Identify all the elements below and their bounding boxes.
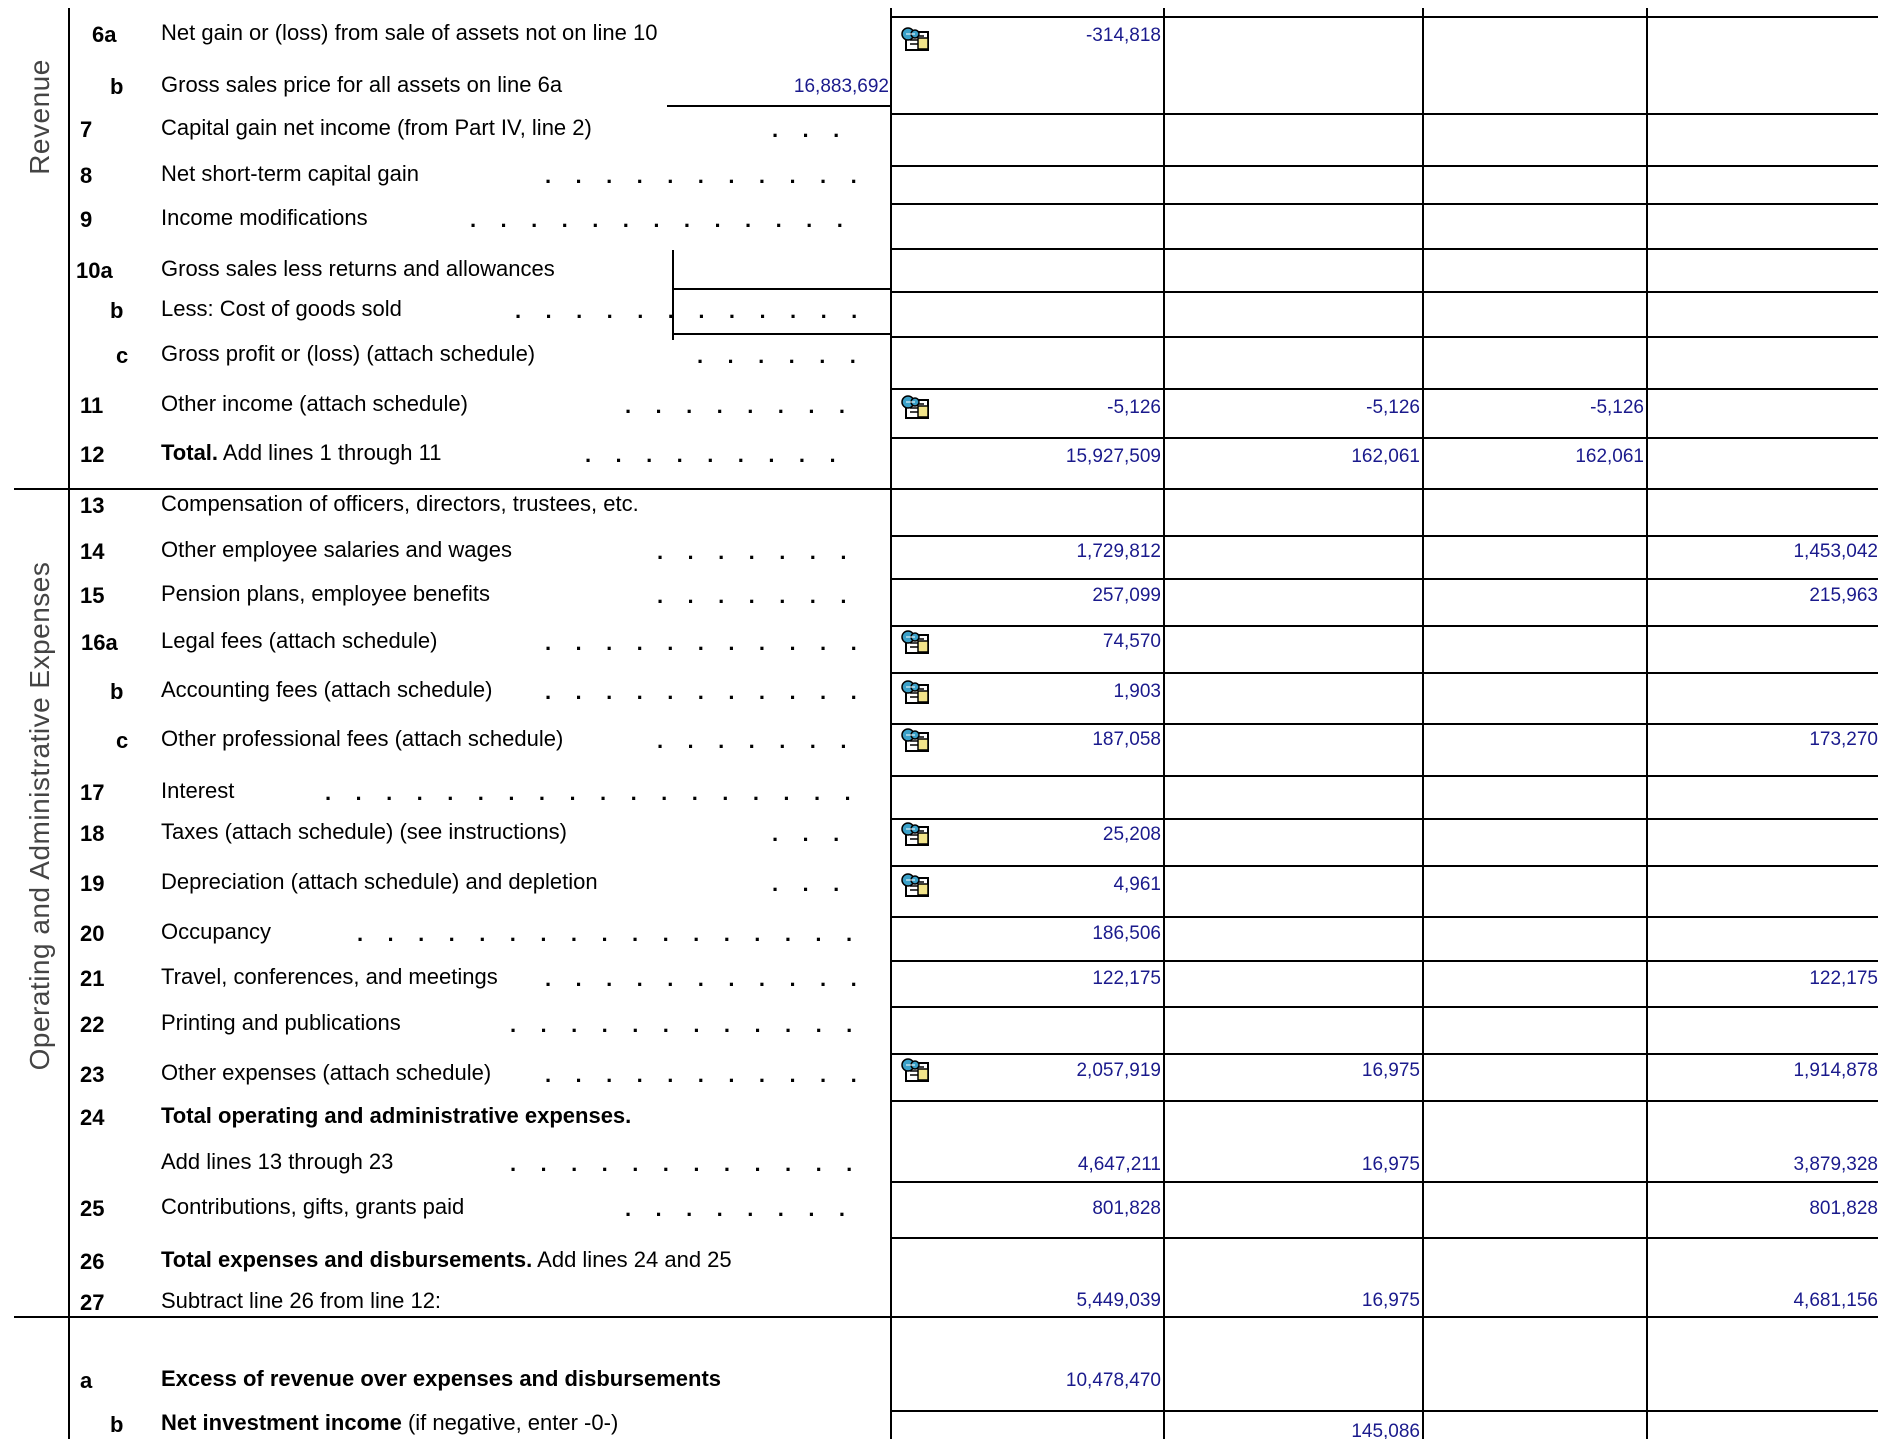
grid-hline	[890, 1100, 1878, 1102]
line-number: b	[110, 1412, 124, 1437]
line-description-bold: Total operating and administrative expenses.	[161, 1103, 632, 1128]
line-description	[161, 20, 657, 46]
line-number: 19	[80, 871, 105, 896]
line-description-text: Other expenses (attach schedule)	[161, 1060, 492, 1085]
amount-col-a: 122,175	[1092, 968, 1161, 989]
line-description-text: Interest	[161, 778, 235, 803]
amount-col-a: 5,449,039	[1076, 1290, 1161, 1311]
grid-hline	[890, 203, 1878, 205]
underline-6b	[667, 105, 890, 107]
line-description-text: Pension plans, employee benefits	[161, 581, 490, 606]
section-label-expenses: Operating and Administrative Expenses	[24, 561, 55, 1071]
attachment-icon[interactable]	[900, 821, 936, 849]
line-description	[161, 819, 567, 845]
line-description-bold: Total expenses and disbursements.	[161, 1247, 533, 1272]
leader-dots: . . . . . . .	[657, 583, 847, 608]
amount-col-d: 3,879,328	[1793, 1154, 1878, 1175]
line-description-text: Gross sales less returns and allowances	[161, 256, 555, 281]
leader-dots: . . . . . . . . . . .	[545, 630, 857, 655]
line-description-text: (if negative, enter -0-)	[401, 1410, 619, 1435]
grid-hline	[890, 437, 1878, 439]
leader-dots: . . . . . . . . . . .	[545, 966, 857, 991]
grid-hline	[890, 291, 1878, 293]
line-description	[161, 1410, 618, 1436]
grid-hline	[890, 775, 1878, 777]
line-description-text: Travel, conferences, and meetings	[161, 964, 498, 989]
line-description	[161, 72, 562, 98]
grid-hline	[890, 916, 1878, 918]
amount-col-b: 162,061	[1351, 446, 1420, 467]
line-description-text: Other income (attach schedule)	[161, 391, 468, 416]
attachment-icon[interactable]	[900, 679, 936, 707]
line-description	[161, 869, 598, 895]
line-description-text: Other employee salaries and wages	[161, 537, 512, 562]
amount-col-a: 15,927,509	[1065, 446, 1161, 467]
grid-hline	[890, 113, 1878, 115]
amount-col-a: 1,729,812	[1076, 541, 1161, 562]
grid-hline	[14, 1316, 1878, 1318]
grid-hline	[890, 578, 1878, 580]
line-number: 8	[80, 163, 93, 188]
line-description-text: Capital gain net income (from Part IV, line 2)	[161, 115, 592, 140]
grid-hline	[14, 488, 1878, 490]
line-number: 25	[80, 1196, 105, 1221]
line-description-text: Add lines 24 and 25	[532, 1247, 732, 1272]
line-number: 27	[80, 1290, 105, 1315]
line-description-text: Occupancy	[161, 919, 272, 944]
line-description-text: Accounting fees (attach schedule)	[161, 677, 493, 702]
amount-col-a: 4,961	[1113, 874, 1161, 895]
line-number: 22	[80, 1012, 105, 1037]
box-10-left	[672, 250, 674, 340]
leader-dots: . . . . . . . . . . .	[545, 163, 857, 188]
attachment-icon[interactable]	[900, 872, 936, 900]
amount-col-a: 25,208	[1102, 824, 1161, 845]
amount-col-d: 173,270	[1809, 729, 1878, 750]
attachment-icon[interactable]	[900, 727, 936, 755]
line-description	[161, 581, 490, 607]
line-number: 11	[80, 393, 104, 418]
line-number: 23	[80, 1062, 105, 1087]
box-10b-bottom	[672, 333, 890, 335]
leader-dots: . . . . . . . . . . . . .	[470, 207, 843, 232]
line-number: b	[110, 74, 124, 99]
line-description	[161, 778, 234, 804]
line-description	[161, 1247, 732, 1273]
line-description	[161, 628, 437, 654]
amount-col-b: -5,126	[1366, 397, 1420, 418]
leader-dots: . . . . . . . . . . . .	[515, 298, 858, 323]
amount-col-a: -314,818	[1085, 25, 1161, 46]
line-number: c	[116, 343, 129, 368]
line-description	[161, 1149, 393, 1175]
grid-hline	[890, 165, 1878, 167]
line-description-text: Legal fees (attach schedule)	[161, 628, 438, 653]
inline-value: 16,883,692	[793, 76, 889, 97]
grid-hline	[890, 672, 1878, 674]
amount-col-c: 162,061	[1575, 446, 1644, 467]
line-number: 26	[80, 1249, 105, 1274]
grid-hline	[890, 248, 1878, 250]
leader-dots: . . .	[772, 117, 840, 142]
grid-vline	[68, 8, 70, 1439]
leader-dots: . . . . . . . . . . . .	[510, 1151, 853, 1176]
line-description	[161, 1103, 631, 1129]
line-number: 15	[80, 583, 105, 608]
amount-col-d: 122,175	[1809, 968, 1878, 989]
line-number: 9	[80, 207, 93, 232]
amount-col-d: 4,681,156	[1793, 1290, 1878, 1311]
grid-hline	[890, 336, 1878, 338]
line-description-text: Gross profit or (loss) (attach schedule)	[161, 341, 536, 366]
line-description-text: Printing and publications	[161, 1010, 401, 1035]
line-description-text: Add lines 13 through 23	[161, 1149, 394, 1174]
line-description-text: Taxes (attach schedule) (see instructions)	[161, 819, 567, 844]
line-description	[161, 1288, 441, 1314]
line-description	[161, 1194, 464, 1220]
attachment-icon[interactable]	[900, 629, 936, 657]
line-number: 17	[80, 780, 105, 805]
line-number: 24	[80, 1105, 105, 1130]
amount-col-b: 16,975	[1361, 1154, 1420, 1175]
box-10c-left	[890, 340, 892, 388]
amount-col-a: 74,570	[1102, 631, 1161, 652]
amount-col-b: 145,086	[1351, 1421, 1420, 1439]
line-number: 6a	[92, 22, 117, 47]
line-description	[161, 296, 402, 322]
line-description-text: Gross sales price for all assets on line 6a	[161, 72, 563, 97]
line-description	[161, 256, 555, 282]
line-number: 18	[80, 821, 105, 846]
leader-dots: . . . . . . . . . . . .	[510, 1012, 853, 1037]
line-number: 20	[80, 921, 105, 946]
line-number: 16a	[81, 630, 118, 655]
line-description-text: Other professional fees (attach schedule)	[161, 726, 564, 751]
grid-hline	[890, 960, 1878, 962]
grid-hline	[890, 388, 1878, 390]
amount-col-a: 186,506	[1092, 923, 1161, 944]
line-description-text: Net gain or (loss) from sale of assets not on line 10	[161, 20, 658, 45]
amount-col-a: 801,828	[1092, 1198, 1161, 1219]
attachment-icon[interactable]	[900, 26, 936, 54]
amount-col-c: -5,126	[1590, 397, 1644, 418]
line-number: 13	[80, 493, 105, 518]
grid-hline	[890, 1181, 1878, 1183]
line-number: 14	[80, 539, 105, 564]
attachment-icon[interactable]	[900, 394, 936, 422]
grid-hline	[890, 818, 1878, 820]
line-description-bold: Net investment income	[161, 1410, 402, 1435]
attachment-icon[interactable]	[900, 1057, 936, 1085]
line-number: 21	[80, 966, 105, 991]
line-description-bold: Total.	[161, 440, 219, 465]
amount-col-a: 257,099	[1092, 585, 1161, 606]
line-number: 7	[80, 117, 93, 142]
line-description	[161, 537, 512, 563]
grid-hline	[890, 1410, 1878, 1412]
leader-dots: . . . . . . . . . . . . . . . . .	[357, 921, 853, 946]
grid-hline	[890, 1053, 1878, 1055]
grid-hline	[890, 625, 1878, 627]
box-10a-bottom	[672, 288, 890, 290]
grid-hline	[890, 16, 1878, 18]
section-label-revenue: Revenue	[24, 59, 55, 175]
line-description-text: Income modifications	[161, 205, 368, 230]
line-description	[161, 1060, 491, 1086]
leader-dots: . . . . . . . .	[625, 1196, 846, 1221]
leader-dots: . . .	[772, 871, 840, 896]
line-description	[161, 964, 498, 990]
line-description	[161, 919, 271, 945]
line-description-text: Less: Cost of goods sold	[161, 296, 402, 321]
line-description	[161, 440, 441, 466]
line-description-text: Subtract line 26 from line 12:	[161, 1288, 442, 1313]
line-description	[161, 391, 468, 417]
line-number: c	[116, 728, 129, 753]
line-description	[161, 491, 639, 517]
amount-col-a: 1,903	[1113, 681, 1161, 702]
amount-col-b: 16,975	[1361, 1060, 1420, 1081]
line-description-text: Compensation of officers, directors, trustees, etc.	[161, 491, 639, 516]
grid-hline	[890, 723, 1878, 725]
amount-col-d: 1,453,042	[1793, 541, 1878, 562]
line-number: a	[80, 1368, 93, 1393]
line-number: 12	[80, 442, 105, 467]
line-description	[161, 726, 563, 752]
amount-col-d: 801,828	[1809, 1198, 1878, 1219]
amount-col-a: 2,057,919	[1076, 1060, 1161, 1081]
line-description-text: Add lines 1 through 11	[218, 440, 442, 465]
leader-dots: . . . . . . . . .	[585, 442, 836, 467]
line-description	[161, 205, 368, 231]
leader-dots: . . .	[772, 821, 840, 846]
line-description	[161, 161, 419, 187]
amount-col-d: 215,963	[1809, 585, 1878, 606]
line-description-bold: Excess of revenue over expenses and disbursements	[161, 1366, 722, 1391]
leader-dots: . . . . . . . . . . . . . . . . . .	[325, 780, 851, 805]
leader-dots: . . . . . . .	[657, 539, 847, 564]
line-description	[161, 1366, 721, 1392]
amount-col-a: 4,647,211	[1077, 1154, 1161, 1175]
line-description-text: Net short-term capital gain	[161, 161, 419, 186]
amount-col-d: 1,914,878	[1793, 1060, 1878, 1081]
line-number: b	[110, 679, 124, 704]
line-description	[161, 341, 535, 367]
line-number: b	[110, 298, 124, 323]
leader-dots: . . . . . . . . . . .	[545, 1062, 857, 1087]
amount-col-b: 16,975	[1361, 1290, 1420, 1311]
leader-dots: . . . . . . .	[657, 728, 847, 753]
amount-col-a: 187,058	[1092, 729, 1161, 750]
line-description-text: Depreciation (attach schedule) and depletion	[161, 869, 598, 894]
leader-dots: . . . . . . . . . . .	[545, 679, 857, 704]
leader-dots: . . . . . .	[697, 343, 856, 368]
grid-hline	[890, 865, 1878, 867]
grid-hline	[890, 1006, 1878, 1008]
amount-col-a: -5,126	[1107, 397, 1161, 418]
line-description-text: Contributions, gifts, grants paid	[161, 1194, 465, 1219]
amount-col-a: 10,478,470	[1065, 1370, 1161, 1391]
line-description	[161, 115, 592, 141]
line-number: 10a	[76, 258, 113, 283]
line-description	[161, 1010, 401, 1036]
leader-dots: . . . . . . . .	[625, 393, 846, 418]
line-description	[161, 677, 492, 703]
grid-hline	[890, 535, 1878, 537]
grid-hline	[890, 1237, 1878, 1239]
